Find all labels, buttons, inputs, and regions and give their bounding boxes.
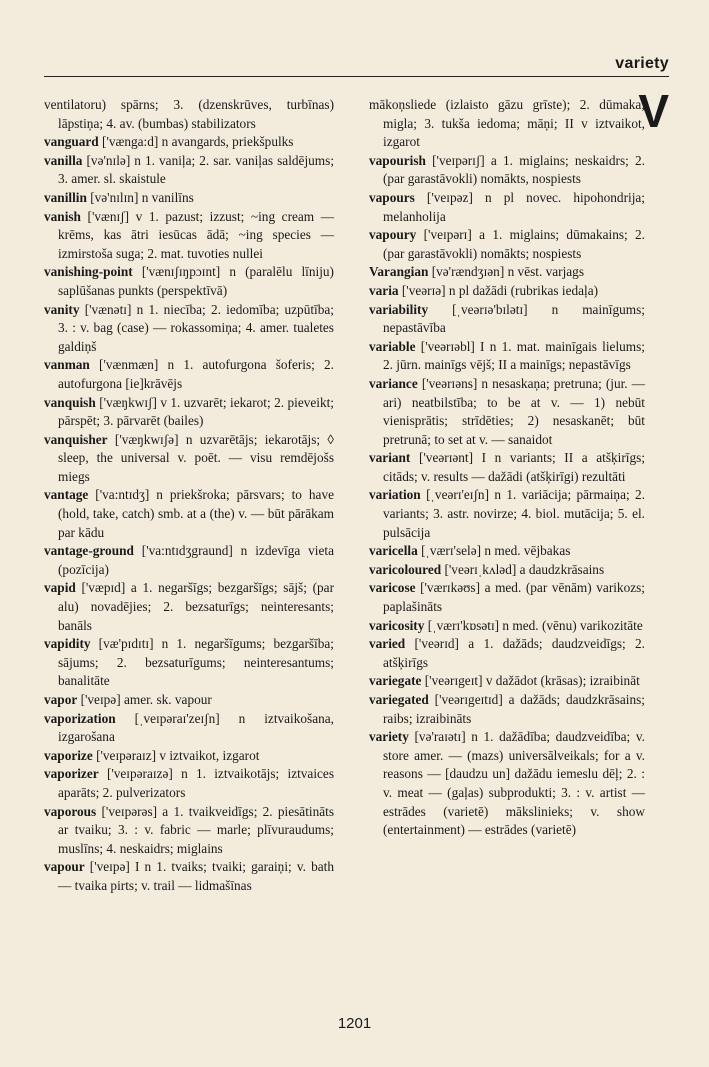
dictionary-entry xyxy=(44,356,334,393)
dictionary-entry xyxy=(369,263,645,282)
entry-definition: ['va:ntɪdʒ] n priekšroka; pārsvars; to have (hold, take, catch) smb. at a (the) v. — būt pārākam par kādu xyxy=(58,487,334,540)
entry-headword: variegated xyxy=(369,692,429,707)
entry-definition: ['veərɪgeɪt] v dažādot (krāsas); izraibināt xyxy=(424,673,640,689)
entry-definition: ['veərɪˌkʌləd] a daudzkrāsains xyxy=(444,561,605,577)
dictionary-entry xyxy=(44,96,334,133)
entry-definition: [və'rændʒɪən] n vēst. varjags xyxy=(431,264,585,280)
dictionary-entry xyxy=(44,133,334,152)
entry-headword: vapour xyxy=(44,859,85,875)
dictionary-entry xyxy=(369,301,645,338)
entry-headword: vaporization xyxy=(44,710,116,726)
entry-headword: vapid xyxy=(44,580,76,596)
entry-definition: ['veɪpərɪʃ] a 1. miglains; neskaidrs; 2. (par garastāvokli) nomākts, nospiests xyxy=(383,152,645,187)
entry-headword: vapours xyxy=(369,189,415,205)
entry-headword: vanguard xyxy=(44,134,99,150)
entry-definition: mākoņsliede (izlaisto gāzu grīste); 2. dūmaka; migla; 3. tukša iedoma; māņi; II v iztvaikot, izgarot xyxy=(369,97,645,150)
entry-headword: vanquish xyxy=(44,394,96,410)
entry-definition: [ˌværɪ'selə] n med. vējbakas xyxy=(421,543,571,559)
entry-headword: variance xyxy=(369,375,418,391)
dictionary-entry xyxy=(369,617,645,636)
section-letter: V xyxy=(638,85,669,137)
entry-definition: ['veɪpərɪ] a 1. miglains; dūmakains; 2. (par garastāvokli) nomākts; nospiests xyxy=(383,227,646,261)
entry-definition: ['væŋkwɪʃə] n uzvarētājs; iekarotājs; ◊ sleep, the universal v. poēt. — visu remdējošs miegs xyxy=(58,431,334,484)
entry-definition: [və'raɪətɪ] n 1. dažādība; daudzveidība; v. store amer. — (mazs) universālveikals; for a v. reasons — [daudzu un] dažādu iemeslu dēļ; 2. : v. meat — (gaļas) subprodukti; 3. : v. artist — estrādes (varietē) mākslinieks; v. show (entertainment) — estrādes (varietē) xyxy=(383,729,645,838)
entry-headword: varicosity xyxy=(369,617,425,633)
entry-headword: variability xyxy=(369,301,429,317)
entry-definition: [və'nɪlə] n 1. vaniļa; 2. sar. vaniļas saldējums; 3. amer. sl. skaistule xyxy=(58,152,335,187)
entry-headword: vanity xyxy=(44,301,80,317)
entry-headword: vanishing-point xyxy=(44,264,133,280)
entry-headword: vanish xyxy=(44,208,81,224)
entry-definition: ['vænga:d] n avangards, priekšpulks xyxy=(102,134,294,150)
entry-definition: ['veɪpəraɪzə] n 1. iztvaikotājs; iztvaices aparāts; 2. pulverizators xyxy=(58,766,335,800)
entry-headword: varicoloured xyxy=(369,561,442,577)
entry-headword: varied xyxy=(369,636,406,652)
entry-headword: vanman xyxy=(44,357,90,373)
entry-definition: ventilatoru) spārns; 3. (dzenskrūves, turbīnas) lāpstiņa; 4. av. (bumbas) stabilizators xyxy=(44,97,334,131)
dictionary-entry xyxy=(369,486,645,542)
dictionary-entry xyxy=(44,858,334,895)
entry-headword: vanquisher xyxy=(44,431,108,447)
entry-definition: ['vænmæn] n 1. autofurgona šoferis; 2. autofurgona [ie]krāvējs xyxy=(58,357,335,391)
entry-definition: ['veərɪd] a 1. dažāds; daudzveidīgs; 2. atšķirīgs xyxy=(383,636,645,670)
entry-headword: vapor xyxy=(44,692,78,707)
entry-headword: Varangian xyxy=(369,264,429,280)
dictionary-entry xyxy=(44,152,334,189)
entry-headword: variant xyxy=(369,450,411,466)
entry-headword: varicella xyxy=(369,543,418,559)
right-column xyxy=(369,96,645,840)
dictionary-entry xyxy=(44,208,334,264)
dictionary-entry xyxy=(369,375,645,449)
dictionary-entry xyxy=(369,579,645,616)
entry-headword: vapidity xyxy=(44,636,91,652)
entry-headword: variable xyxy=(369,338,416,354)
dictionary-entry xyxy=(44,803,334,859)
dictionary-entry xyxy=(369,338,645,375)
entry-definition: ['vænɪʃɪŋpɔɪnt] n (paralēlu līniju) saplūšanas punkts (perspektīvā) xyxy=(58,264,334,298)
dictionary-entry xyxy=(369,226,645,263)
dictionary-entry xyxy=(44,189,334,208)
entry-headword: vantage xyxy=(44,487,89,503)
entry-definition: ['værɪkəʊs] a med. (par vēnām) varikozs; paplašināts xyxy=(383,580,646,615)
entry-headword: vapourish xyxy=(369,152,426,168)
entry-definition: ['veərɪənt] I n variants; II a atšķirīgs; citāds; v. results — dažādi (atšķirīgi) rezultāti xyxy=(383,450,646,484)
entry-definition: ['vænɪʃ] v 1. pazust; izzust; ~ing cream — krēms, kas ātri iesūcas ādā; ~ing species — izmirstoša suga; 2. mat. tuvoties nullei xyxy=(58,208,335,261)
dictionary-entry xyxy=(44,542,334,579)
header-rule xyxy=(44,76,669,77)
running-head: variety xyxy=(615,55,669,72)
entry-headword: variegate xyxy=(369,673,422,689)
dictionary-entry xyxy=(44,263,334,300)
left-column xyxy=(44,96,334,896)
entry-definition: ['veɪpə] I n 1. tvaiks; tvaiki; garaiņi; v. bath — tvaika pirts; v. trail — lidmašīnas xyxy=(58,859,334,893)
entry-headword: vapoury xyxy=(369,227,417,243)
entry-headword: variety xyxy=(369,729,409,745)
entry-definition: ['veərɪgeɪtɪd] a dažāds; daudzkrāsains; raibs; izraibināts xyxy=(383,692,646,726)
entry-definition: ['veɪpərəs] a 1. tvaikveidīgs; 2. piesātināts ar tvaiku; 3. : v. fabric — marle; plīvuraudums; muslīns; 4. neskaidrs; miglains xyxy=(58,803,335,856)
page-number: 1201 xyxy=(337,1015,372,1032)
dictionary-entry xyxy=(44,486,334,542)
entry-headword: variation xyxy=(369,487,421,503)
entry-definition: [ˌveərɪə'bɪlətɪ] n mainīgums; nepastāvība xyxy=(383,301,646,336)
dictionary-entry xyxy=(44,431,334,487)
entry-definition: ['va:ntɪdʒgraund] n izdevīga vieta (pozīcija) xyxy=(58,543,334,577)
entry-definition: ['veərɪə] n pl dažādi (rubrikas iedaļa) xyxy=(401,282,599,298)
entry-definition: [ˌværɪ'kɒsətɪ] n med. (vēnu) varikozitāte xyxy=(427,617,643,633)
dictionary-entry xyxy=(44,394,334,431)
dictionary-entry xyxy=(369,561,645,580)
entry-headword: vaporous xyxy=(44,803,97,819)
dictionary-entry xyxy=(44,635,334,691)
entry-headword: vaporize xyxy=(44,747,93,763)
entry-definition: [ˌveərɪ'eɪʃn] n 1. variācija; pārmaiņa; 2. variants; 3. astr. novirze; 4. biol. mutācija; 5. el. pulsācija xyxy=(383,487,645,540)
dictionary-entry xyxy=(369,691,645,728)
dictionary-entry xyxy=(369,728,645,840)
entry-headword: vaporizer xyxy=(44,766,99,782)
entry-headword: varia xyxy=(369,282,399,298)
entry-definition: ['veɪpəz] n pl novec. hipohondrija; melanholija xyxy=(383,189,645,224)
dictionary-entry xyxy=(44,747,334,766)
entry-definition: ['veərɪəns] n nesaskaņa; pretruna; (jur. — ari) neatbilstība; to be at v. — 1) nebūt vienisprātis; strīdēties; 2) nesaskanēt; būt pretrunā; to set at v. — sanaidot xyxy=(383,375,645,447)
dictionary-entry xyxy=(369,542,645,561)
dictionary-entry xyxy=(369,282,645,301)
dictionary-entry xyxy=(369,449,645,486)
dictionary-entry xyxy=(44,579,334,635)
dictionary-entry xyxy=(369,96,645,152)
entry-definition: ['væŋkwɪʃ] v 1. uzvarēt; iekarot; 2. pieveikt; pārspēt; 3. pārvarēt (bailes) xyxy=(58,394,335,429)
dictionary-entry xyxy=(44,765,334,802)
dictionary-entry xyxy=(369,152,645,189)
dictionary-entry xyxy=(44,691,334,710)
entry-definition: ['veərɪəbl] I n 1. mat. mainīgais lielums; 2. jūrn. mainīgs vējš; II a mainīgs; nepastāvīgs xyxy=(383,338,645,373)
entry-headword: vanillin xyxy=(44,189,87,205)
dictionary-entry xyxy=(369,672,645,691)
entry-headword: vanilla xyxy=(44,152,83,168)
dictionary-entry xyxy=(44,710,334,747)
entry-headword: varicose xyxy=(369,580,416,596)
entry-definition: ['veɪpəraɪz] v iztvaikot, izgarot xyxy=(96,747,260,763)
entry-definition: [və'nɪlɪn] n vanilīns xyxy=(90,189,194,205)
entry-definition: [ˌveɪpəraɪ'zeɪʃn] n iztvaikošana, izgarošana xyxy=(58,710,335,745)
entry-definition: [væ'pɪdɪtɪ] n 1. negaršīgums; bezgaršība; sājums; 2. bezsaturīgums; neinteresantums; banalitāte xyxy=(58,636,334,689)
entry-definition: ['vænətɪ] n 1. niecība; 2. iedomība; uzpūtība; 3. : v. bag (case) — rokassomiņa; 4. amer. tualetes galdiņš xyxy=(58,301,334,354)
entry-definition: ['væpɪd] a 1. negaršīgs; bezgaršīgs; sājš; (par alu) novadējies; 2. bezsaturīgs; neinteresants; banāls xyxy=(58,580,334,633)
dictionary-entry xyxy=(44,301,334,357)
dictionary-entry xyxy=(369,635,645,672)
entry-definition: ['veɪpə] amer. sk. vapour xyxy=(80,692,212,707)
entry-headword: vantage-ground xyxy=(44,543,134,559)
dictionary-entry xyxy=(369,189,645,226)
